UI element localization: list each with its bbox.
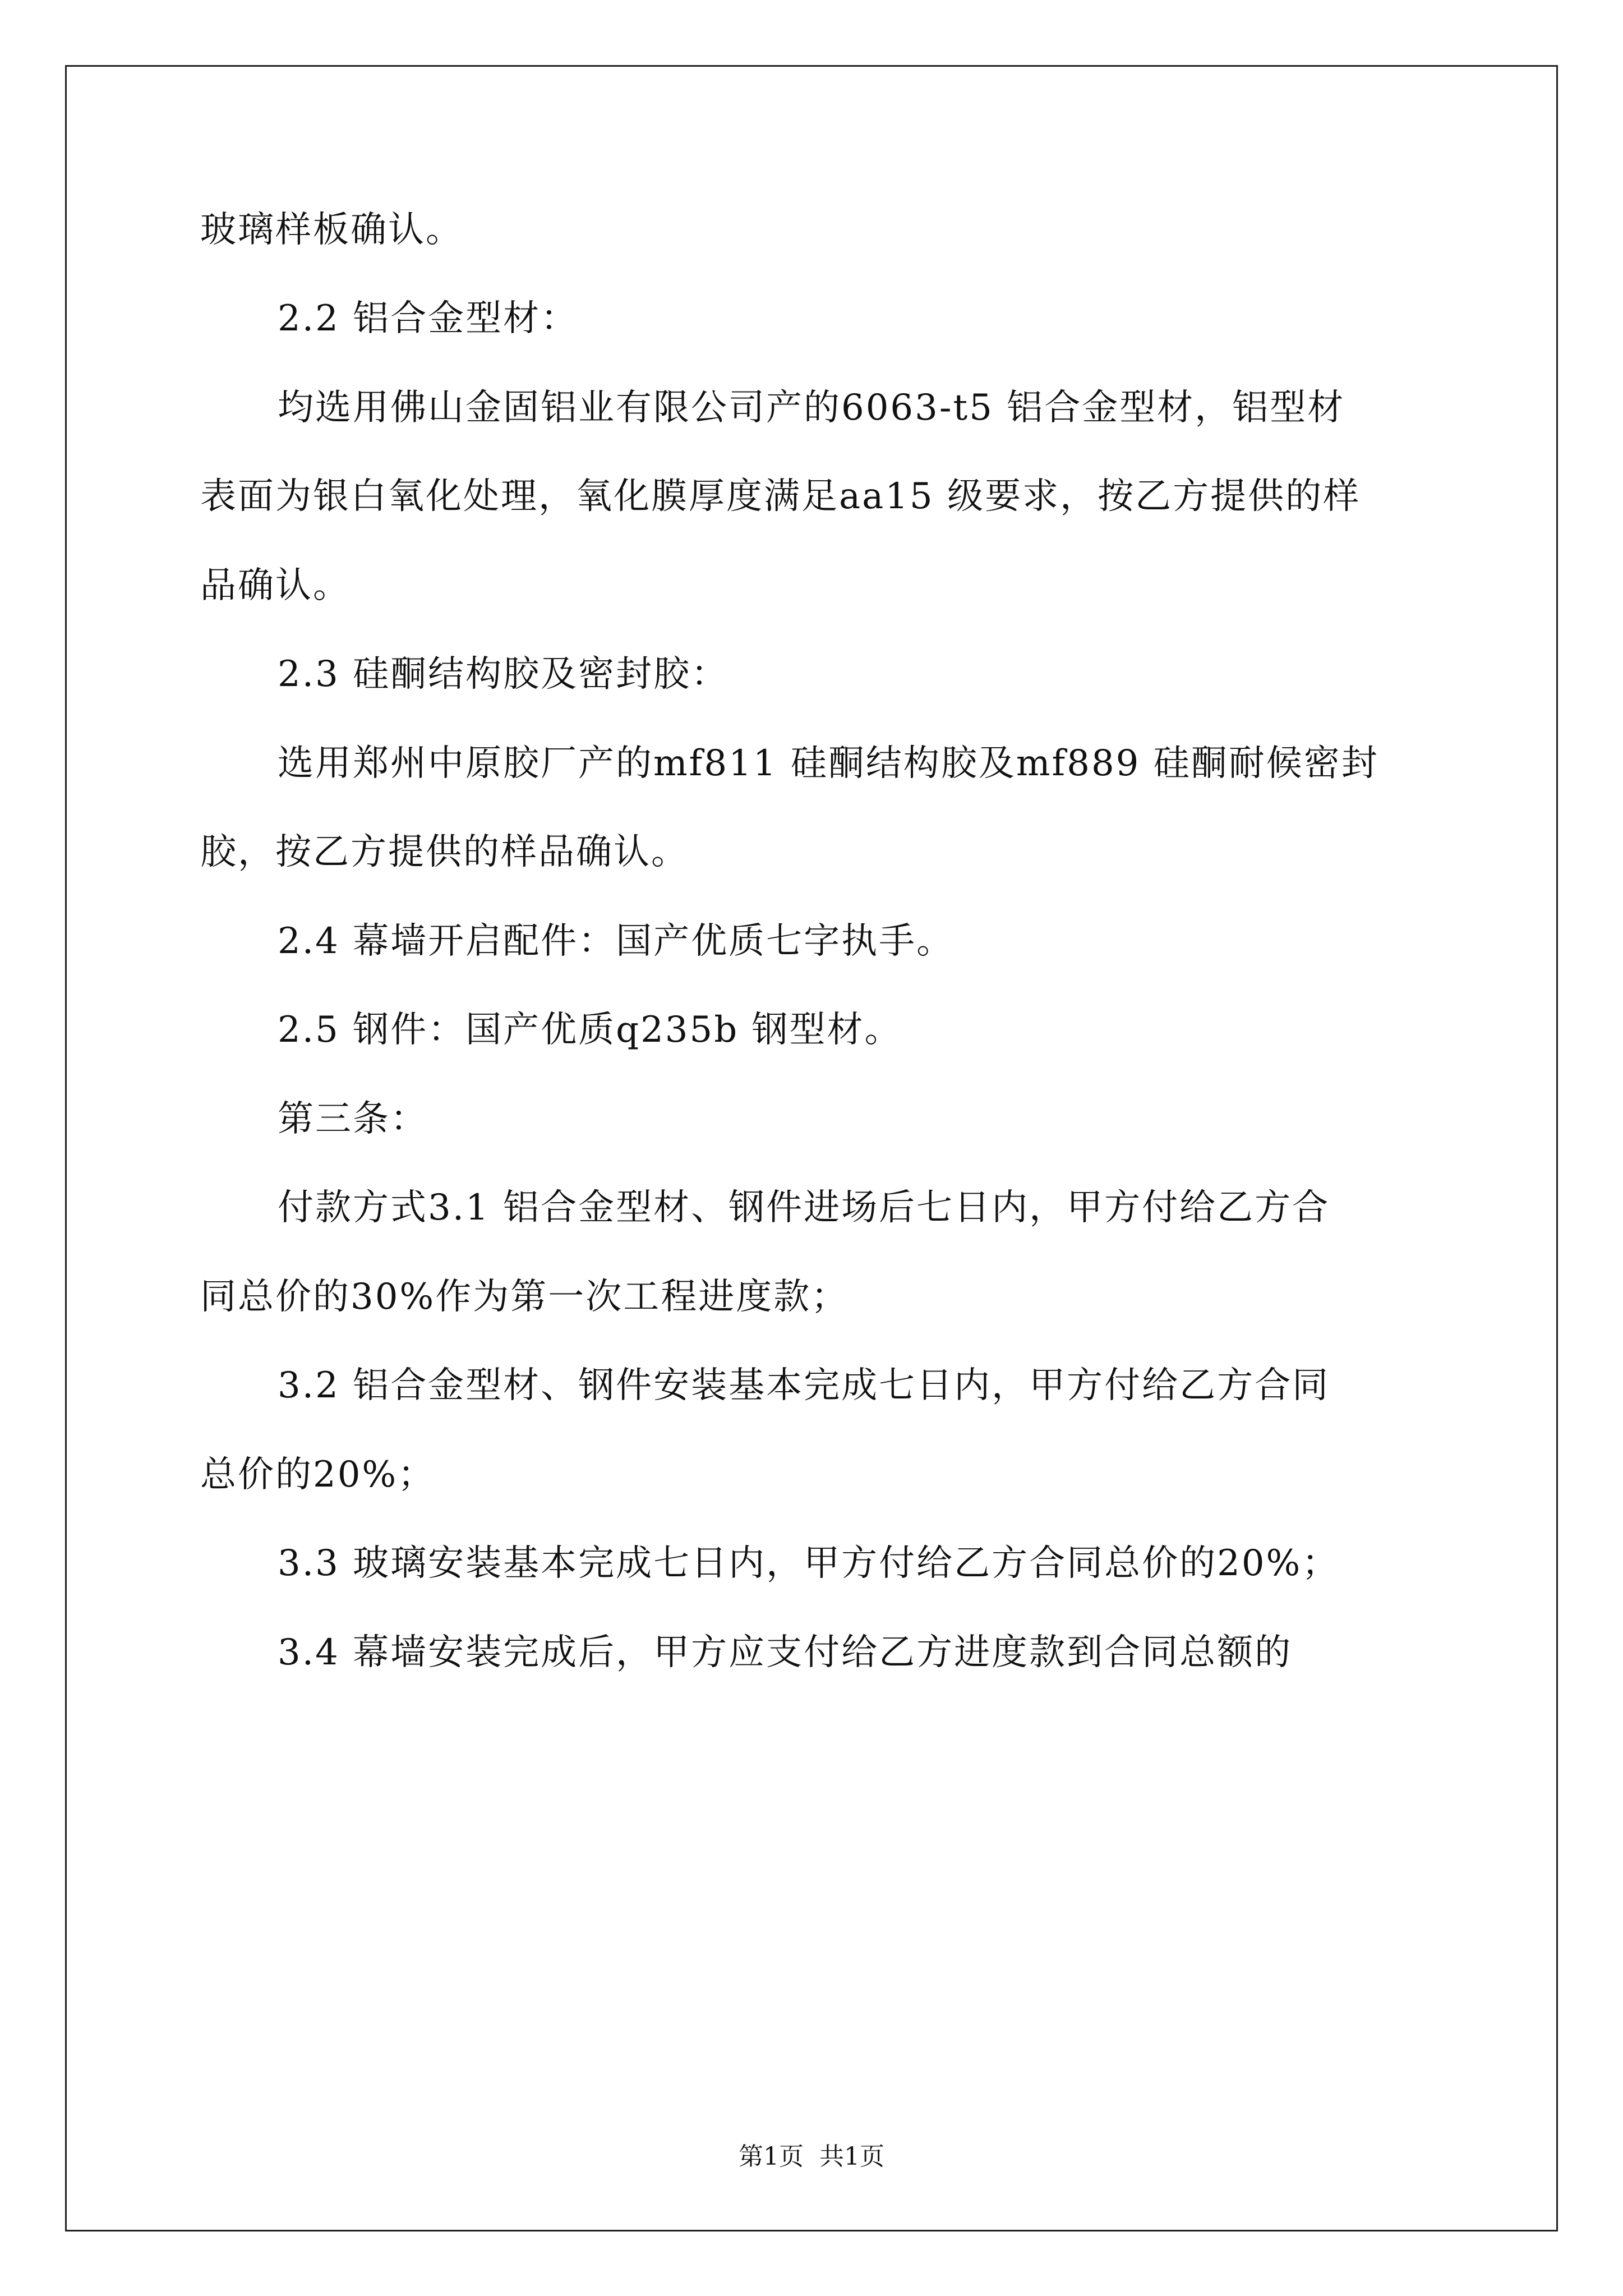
text-line: 玻璃样板确认。 bbox=[200, 209, 463, 251]
text-line: 表面为银白氧化处理，氧化膜厚度满足aa15 级要求，按乙方提供的样 bbox=[200, 476, 1361, 517]
text-line: 均选用佛山金固铝业有限公司产的6063-t5 铝合金型材，铝型材 bbox=[278, 387, 1345, 429]
text-line: 3.3 玻璃安装基本完成七日内，甲方付给乙方合同总价的20%； bbox=[278, 1543, 1340, 1584]
text-line: 3.4 幕墙安装完成后，甲方应支付给乙方进度款到合同总额的 bbox=[278, 1632, 1293, 1673]
text-line: 2.5 钢件：国产优质q235b 钢型材。 bbox=[278, 1009, 902, 1051]
text-line: 付款方式3.1 铝合金型材、钢件进场后七日内，甲方付给乙方合 bbox=[278, 1187, 1330, 1228]
section-heading: 2.2 铝合金型材： bbox=[278, 298, 579, 339]
text-line: 胶，按乙方提供的样品确认。 bbox=[200, 831, 689, 873]
section-heading: 第三条： bbox=[278, 1098, 428, 1140]
text-line: 2.4 幕墙开启配件：国产优质七字执手。 bbox=[278, 921, 955, 962]
page-footer: 第1页 共1页 bbox=[739, 2142, 884, 2171]
text-line: 选用郑州中原胶厂产的mf811 硅酮结构胶及mf889 硅酮耐候密封 bbox=[278, 743, 1379, 784]
text-line: 总价的20%； bbox=[200, 1454, 436, 1496]
text-line: 品确认。 bbox=[200, 565, 351, 606]
text-line: 同总价的30%作为第一次工程进度款； bbox=[200, 1276, 849, 1318]
text-line: 3.2 铝合金型材、钢件安装基本完成七日内，甲方付给乙方合同 bbox=[278, 1365, 1330, 1406]
section-heading: 2.3 硅酮结构胶及密封胶： bbox=[278, 654, 729, 695]
